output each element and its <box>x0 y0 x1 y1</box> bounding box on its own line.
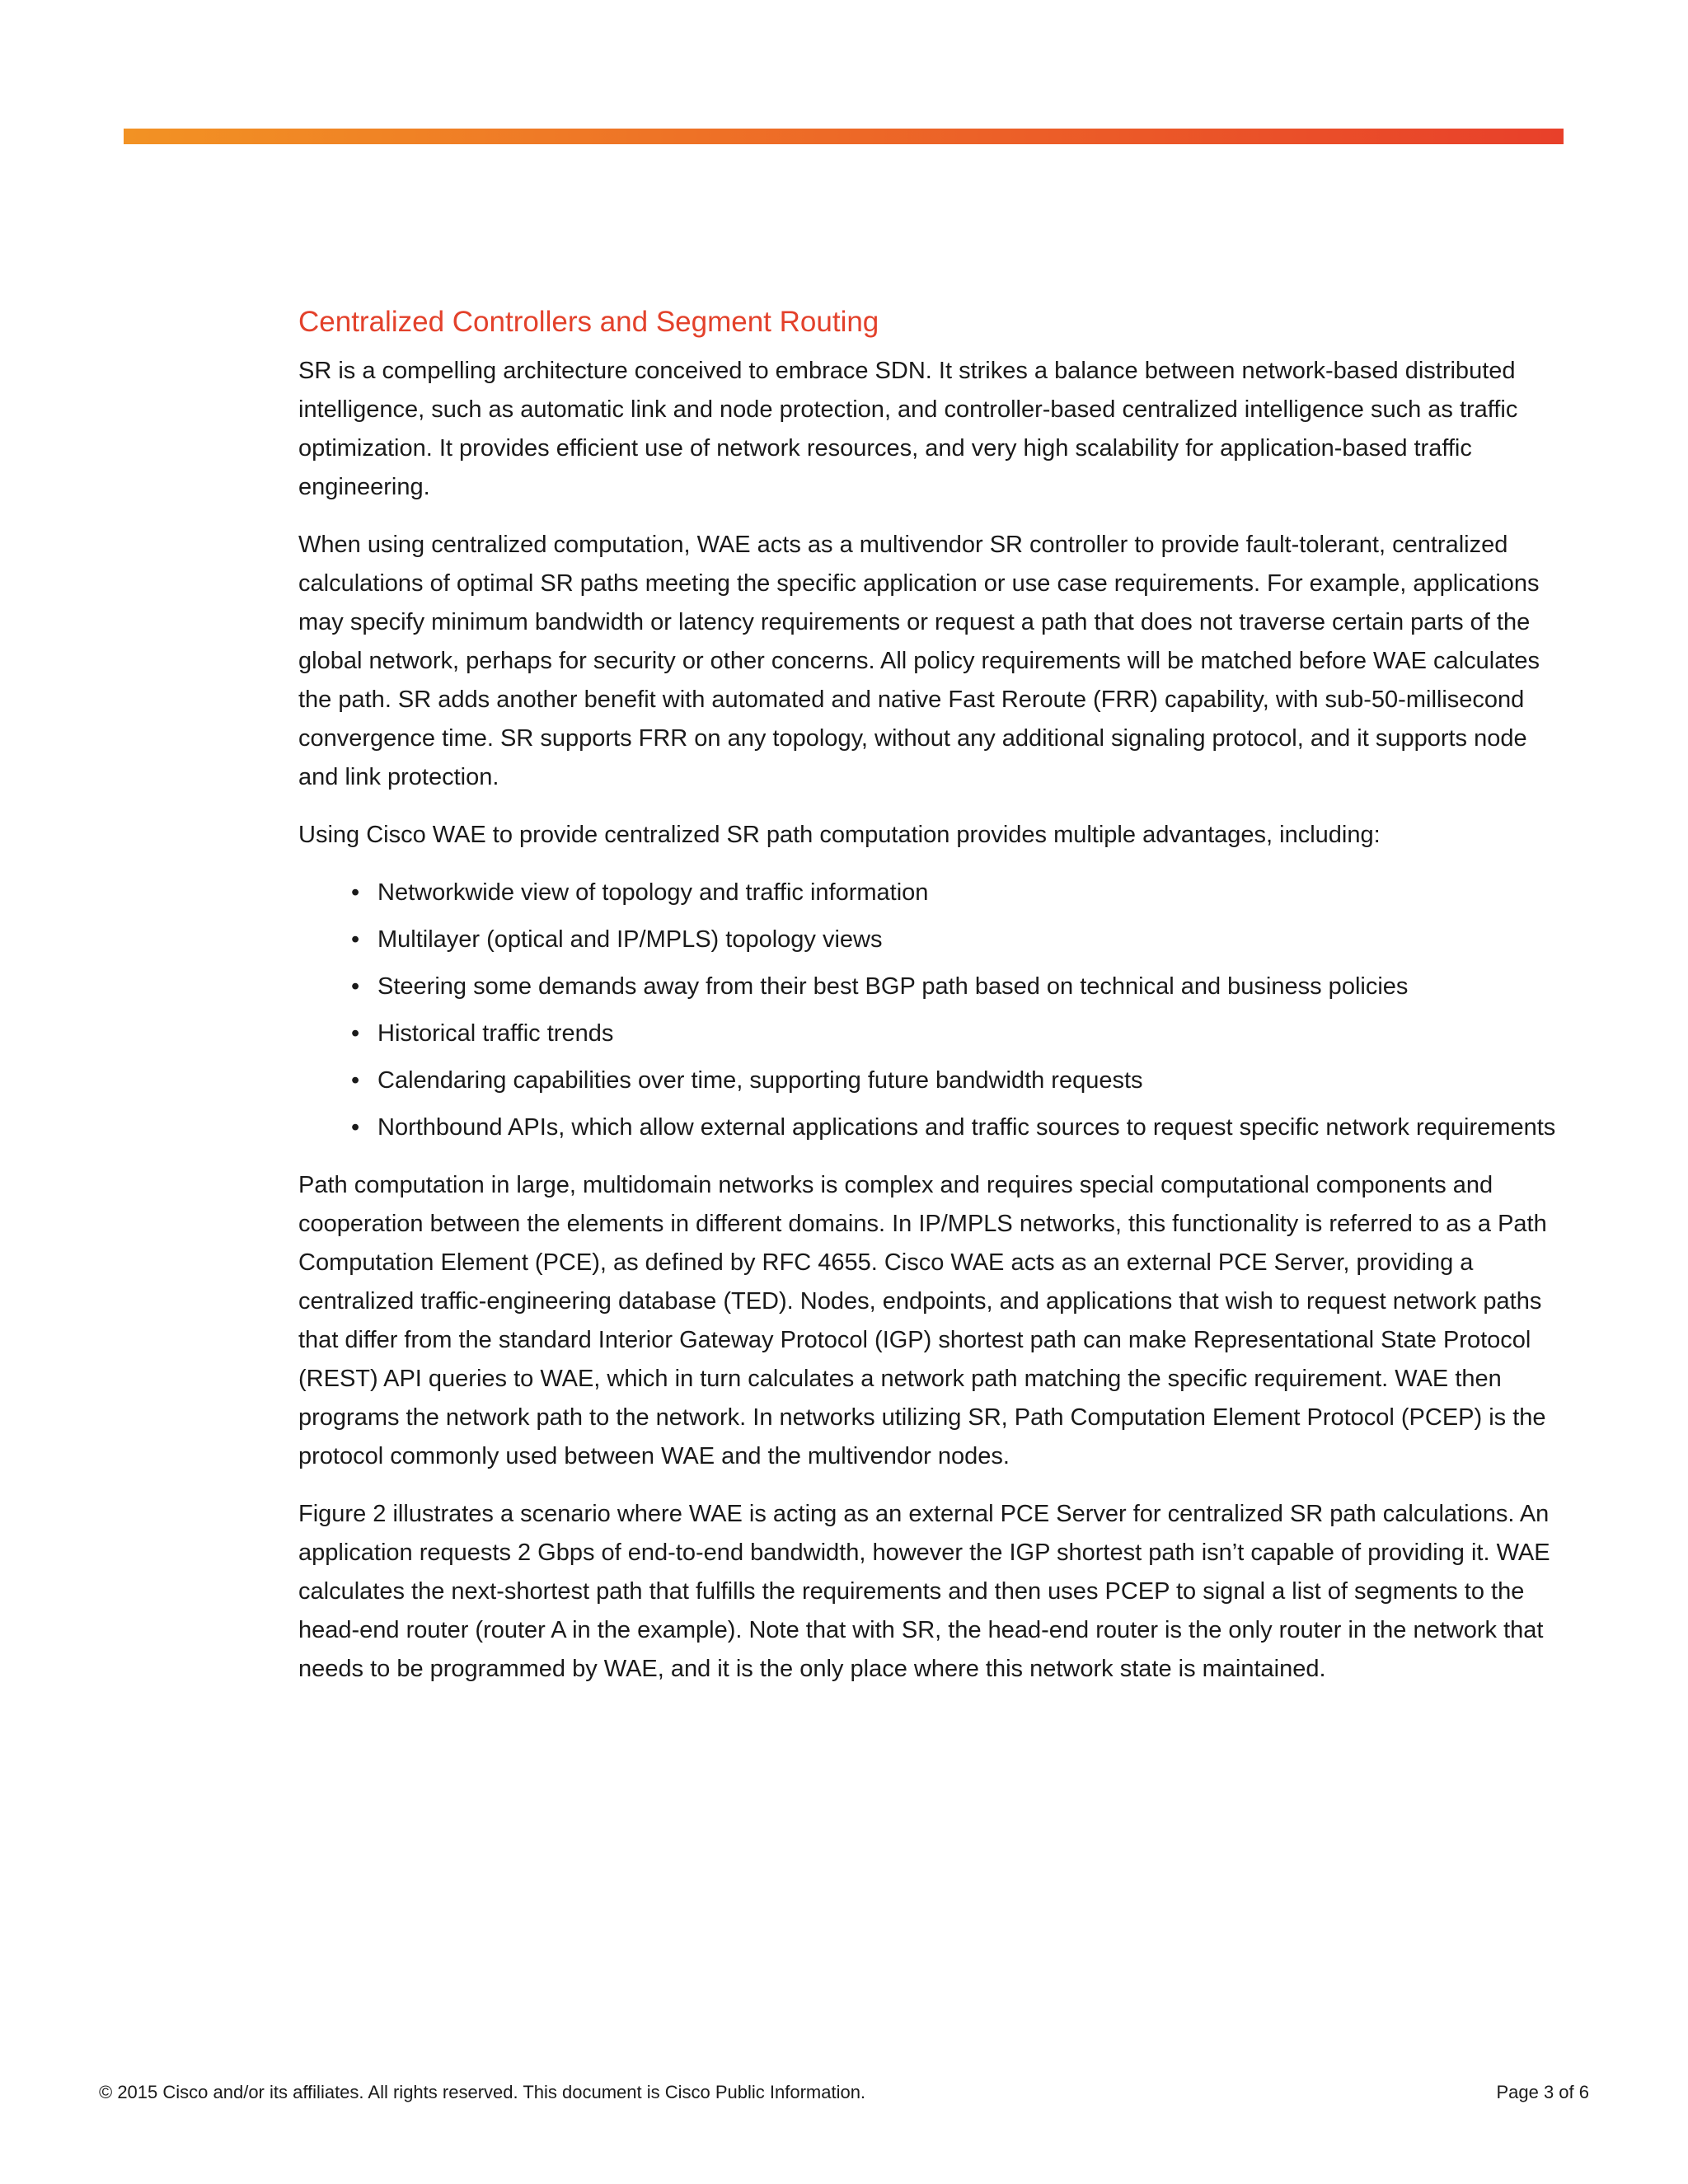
list-item-text: Northbound APIs, which allow external applications and traffic sources to request specific network requirements <box>377 1114 1556 1141</box>
list-item <box>298 921 1568 959</box>
paragraph: When using centralized computation, WAE acts as a multivendor SR controller to provide fault-tolerant, centralized calculations of optimal SR paths meeting the specific application or use case requirements. For example, applications may specify minimum bandwidth or latency requirements or request a path that does not traverse certain parts of the global network, perhaps for security or other concerns. All policy requirements will be matched before WAE calculates the path. SR adds another benefit with automated and native Fast Reroute (FRR) capability, with sub-50-millisecond convergence time. SR supports FRR on any topology, without any additional signaling protocol, and it supports node and link protection. <box>298 532 1540 790</box>
bullet-icon: • <box>351 926 360 953</box>
header-accent-bar <box>124 129 1564 144</box>
list-item <box>298 1015 1568 1053</box>
list-item-text: Multilayer (optical and IP/MPLS) topology views <box>377 926 883 953</box>
page-number: Page 3 of 6 <box>1496 2082 1589 2102</box>
list-item-text: Steering some demands away from their best BGP path based on technical and business policies <box>377 973 1409 1000</box>
paragraph: Using Cisco WAE to provide centralized SR path computation provides multiple advantages, including: <box>298 822 1381 848</box>
bullet-icon: • <box>351 1114 360 1141</box>
advantages-list <box>298 874 1568 1147</box>
bullet-icon: • <box>351 1067 360 1094</box>
paragraph: Path computation in large, multidomain networks is complex and requires special computational components and cooperation between the elements in different domains. In IP/MPLS networks, this functionality is referred to as a Path Computation Element (PCE), as defined by RFC 4655. Cisco WAE acts as an external PCE Server, providing a centralized traffic-engineering database (TED). Nodes, endpoints, and applications that wish to request network paths that differ from the standard Interior Gateway Protocol (IGP) shortest path can make Representational State Protocol (REST) API queries to WAE, which in turn calculates a network path matching the specific requirement. WAE then programs the network path to the network. In networks utilizing SR, Path Computation Element Protocol (PCEP) is the protocol commonly used between WAE and the multivendor nodes. <box>298 1172 1547 1469</box>
list-item-text: Calendaring capabilities over time, supporting future bandwidth requests <box>377 1067 1143 1094</box>
footer-copyright: © 2015 Cisco and/or its affiliates. All rights reserved. This document is Cisco Public Information. <box>99 2082 866 2102</box>
list-item <box>298 1062 1568 1100</box>
bullet-icon: • <box>351 973 360 1000</box>
list-item <box>298 1108 1568 1147</box>
paragraph: SR is a compelling architecture conceived to embrace SDN. It strikes a balance between network-based distributed intelligence, such as automatic link and node protection, and controller-based centralized intelligence such as traffic optimization. It provides efficient use of network resources, and very high scalability for application-based traffic engineering. <box>298 358 1518 500</box>
paragraph: Figure 2 illustrates a scenario where WAE is acting as an external PCE Server for centralized SR path calculations. An application requests 2 Gbps of end-to-end bandwidth, however the IGP shortest path isn’t capable of providing it. WAE calculates the next-shortest path that fulfills the requirements and then uses PCEP to signal a list of segments to the head-end router (router A in the example). Note that with SR, the head-end router is the only router in the network that needs to be programmed by WAE, and it is the only place where this network state is maintained. <box>298 1501 1550 1682</box>
section-title: Centralized Controllers and Segment Routing <box>298 306 879 338</box>
list-item-text: Networkwide view of topology and traffic information <box>377 879 929 906</box>
list-item <box>298 968 1568 1006</box>
bullet-icon: • <box>351 1020 360 1047</box>
list-item-text: Historical traffic trends <box>377 1020 614 1047</box>
main-content <box>298 303 1568 1708</box>
list-item <box>298 874 1568 912</box>
bullet-icon: • <box>351 879 360 906</box>
